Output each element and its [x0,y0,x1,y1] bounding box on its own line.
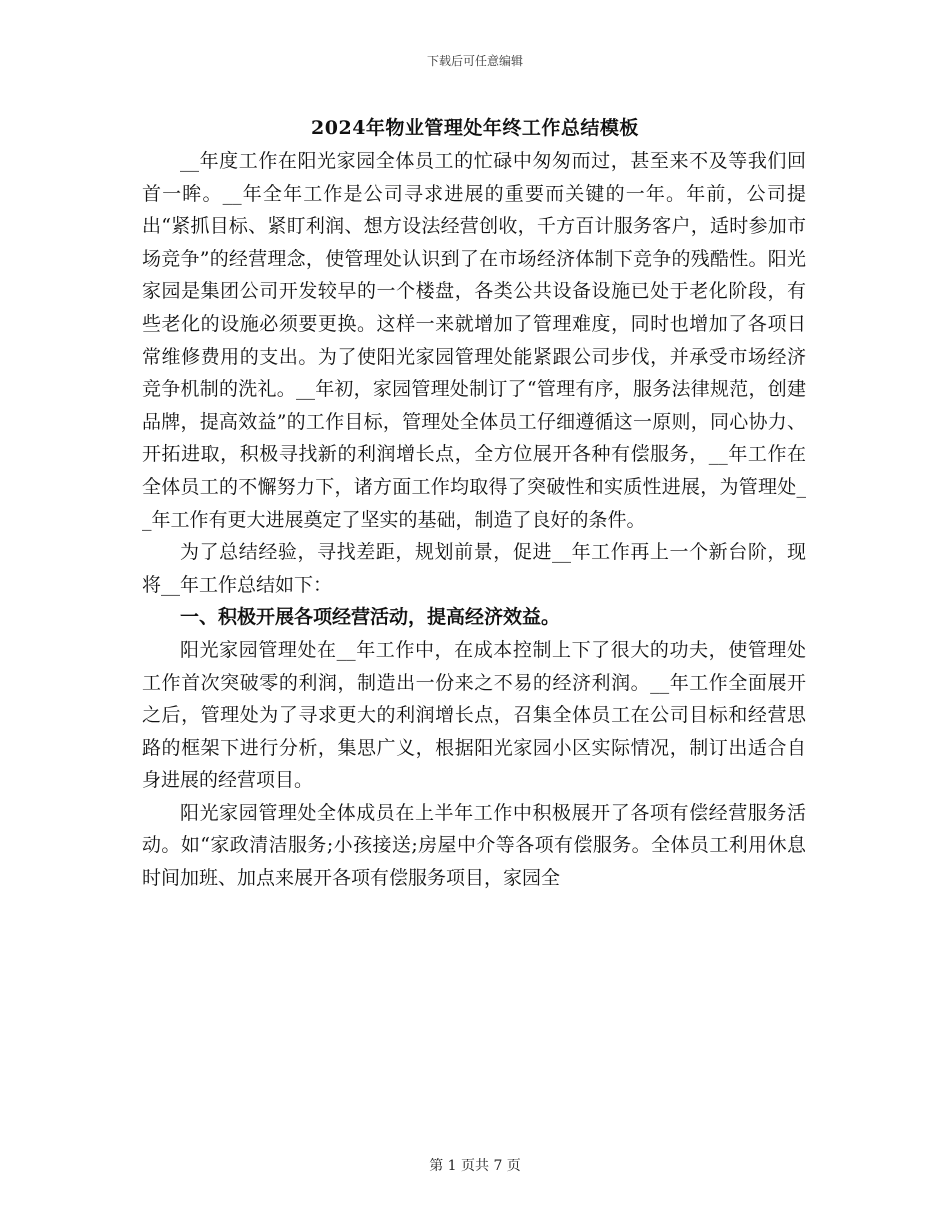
paragraph-summary-lead: 为了总结经验，寻找差距，规划前景，促进__年工作再上一个新台阶，现将__年工作总结如下： [142,541,806,596]
page-header-note: 下载后可任意编辑 [426,54,523,68]
paragraph-section1-b: 阳光家园管理处全体成员在上半年工作中积极展开了各项有偿经营服务活动。如“家政清洁服务;小孩接送;房屋中介等各项有偿服务。全体员工利用休息时间加班、加点来展开各项有偿服务项目，家园全 [142,801,806,890]
page-number: 第 1 页共 7 页 [429,1158,521,1174]
paragraph-intro: __年度工作在阳光家园全体员工的忙碌中匆匆而过，甚至来不及等我们回首一眸。__年全年工作是公司寻求进展的重要而关键的一年。年前，公司提出“紧抓目标、紧盯利润、想方设法经营创收，千方百计服务客户，适时参加市场竞争”的经营理念，使管理处认识到了在市场经济体制下竞争的残酷性。阳光家园是集团公司开发较早的一个楼盘，各类公共设备设施已处于老化阶段，有些老化的设施必须要更换。这样一来就增加了管理难度，同时也增加了各项日常维修费用的支出。为了使阳光家园管理处能紧跟公司步伐，并承受市场经济竞争机制的洗礼。__年初，家园管理处制订了“管理有序，服务法律规范，创建品牌，提高效益”的工作目标，管理处全体员工仔细遵循这一原则，同心协力、开拓进取，积极寻找新的利润增长点，全方位展开各种有偿服务，__年工作在全体员工的不懈努力下，诸方面工作均取得了突破性和实质性进展，为管理处__年工作有更大进展奠定了坚实的基础，制造了良好的条件。 [142,150,806,531]
paragraph-section1-a: 阳光家园管理处在__年工作中，在成本控制上下了很大的功夫，使管理处工作首次突破零的利润，制造出一份来之不易的经济利润。__年工作全面展开之后，管理处为了寻求更大的利润增长点，召集全体员工在公司目标和经营思路的框架下进行分析，集思广义，根据阳光家园小区实际情况，制订出适合自身进展的经营项目。 [142,638,806,792]
document-body [142,145,806,895]
section-heading-1: 一、积极开展各项经营活动，提高经济效益。 [180,606,561,629]
document-title: 2024年物业管理处年终工作总结模板 [311,117,639,139]
